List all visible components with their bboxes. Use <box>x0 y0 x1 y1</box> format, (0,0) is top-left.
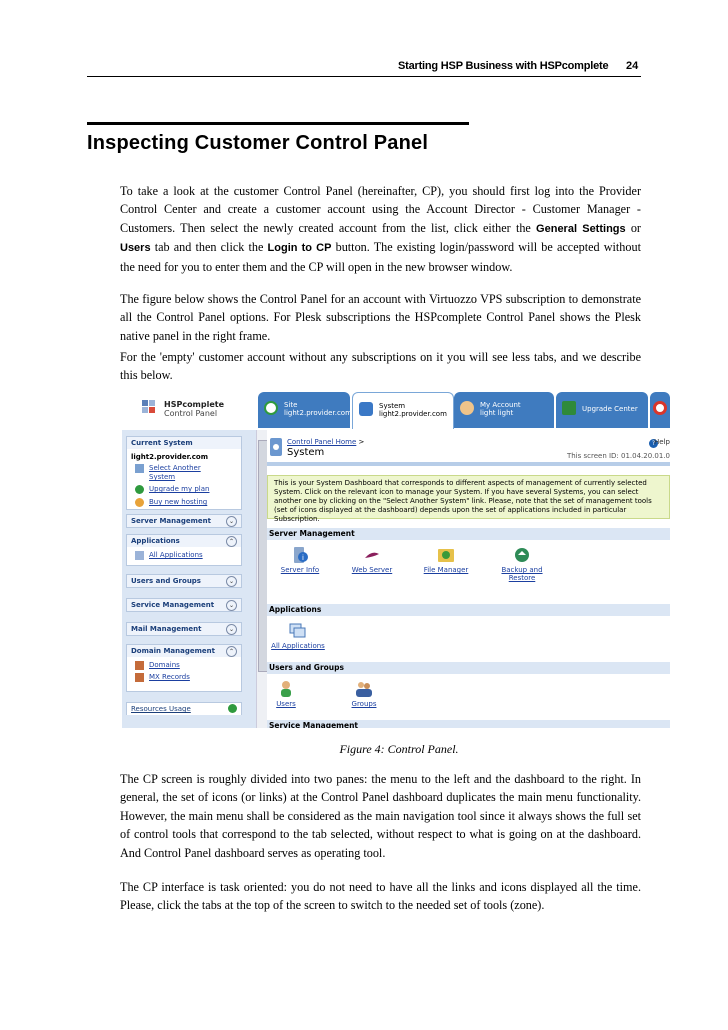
tab-site[interactable] <box>258 392 350 428</box>
tab-system-label: System <box>379 402 406 410</box>
tab-my-account-label: My Account <box>480 401 521 409</box>
section-service-management: Service Management <box>267 720 670 728</box>
service-management-label: Service Management <box>131 601 215 609</box>
chevron-up-icon[interactable]: ⌃ <box>226 536 237 547</box>
section-users-groups: Users and Groups <box>267 662 670 674</box>
mail-management-label: Mail Management <box>131 625 202 633</box>
select-another-line1: Select Another <box>149 464 201 472</box>
all-applications-label: All Applications <box>149 551 203 559</box>
domains-icon <box>135 661 144 670</box>
cp-left-menu <box>122 430 256 728</box>
tab-upgrade-center-label: Upgrade Center <box>582 405 638 413</box>
restore-label: Restore <box>508 574 536 582</box>
groups-link[interactable] <box>329 680 399 708</box>
web-server-link[interactable] <box>337 546 407 574</box>
para1-text-2: or <box>625 220 641 235</box>
para1-text-4: button. The existing login/password will be accepted without the need for you to enter them and the CP will open in the new browser window. <box>120 240 641 274</box>
para1-text-3: tab and then click the <box>150 240 268 255</box>
users-groups-heading[interactable] <box>127 575 241 587</box>
page-number: 24 <box>626 60 639 72</box>
backup-label: Backup and <box>501 566 543 574</box>
all-applications-dashboard-link[interactable] <box>263 622 333 650</box>
applications-label: Applications <box>131 537 180 545</box>
screen-id: This screen ID: 01.04.20.01.0 <box>566 452 670 460</box>
all-applications-link[interactable] <box>127 551 241 560</box>
header-rule <box>87 76 641 77</box>
paragraph-empty-account: For the 'empty' customer account without any subscriptions on it you will see less tabs, and we describe this below. <box>120 350 641 383</box>
system-icon <box>135 464 144 473</box>
logo-mark-icon <box>142 400 156 414</box>
group-icon <box>355 680 373 698</box>
breadcrumb-separator: > <box>358 438 365 446</box>
mx-records-link[interactable] <box>127 673 241 682</box>
tab-my-account-user: light light <box>480 409 514 417</box>
user-icon <box>277 680 295 698</box>
lifebuoy-icon <box>653 401 667 415</box>
current-system-heading: Current System <box>127 437 241 449</box>
server-info-label: Server Info <box>280 566 320 574</box>
groups-label: Groups <box>351 700 377 708</box>
feather-icon <box>363 546 381 564</box>
tab-system-host: light2.provider.com <box>379 410 447 418</box>
upgrade-plan-icon <box>135 485 144 494</box>
chevron-down-icon[interactable]: ⌄ <box>226 600 237 611</box>
tab-my-account[interactable] <box>454 392 554 428</box>
dashboard-info-box: This is your System Dashboard that corresponds to different aspects of management of currently selected System. Click on the relevant icon to manage your System. If you have several Systems, you can select another one by clicking on the "Select Another System" link. Please, note that the set of management tools (set of icons displayed at the dashboard) depends upon the set of applications included in particular Subscription. <box>267 475 670 519</box>
chevron-down-icon[interactable]: ⌄ <box>226 516 237 527</box>
current-system-block <box>126 436 242 510</box>
term-users: Users <box>120 242 151 255</box>
service-management-heading[interactable] <box>127 599 241 611</box>
logo-line-2: Control Panel <box>164 409 218 418</box>
windows-icon <box>289 622 307 640</box>
para1-text-1: To take a look at the customer Control Panel (hereinafter, CP), you should first log into the Provider Control Center and create a customer account using the Account Director - Customer Manager - Customers. Then select the newly created account from the list, click either the <box>120 184 641 235</box>
resources-usage-link[interactable] <box>127 703 241 715</box>
term-general-settings: General Settings <box>536 222 626 235</box>
resources-usage-block[interactable] <box>126 702 242 715</box>
system-gear-icon <box>269 436 283 458</box>
file-manager-link[interactable] <box>411 546 481 574</box>
select-another-system-link[interactable] <box>127 464 241 482</box>
paragraph-figure-intro: The figure below shows the Control Panel for an account with Virtuozzo VPS subscription to demonstrate all the Control Panel options. For Plesk subscriptions the HSPcomplete Control Panel shows the Plesk native panel in the right frame. <box>120 292 641 343</box>
buy-hosting-icon <box>135 498 144 507</box>
paragraph-panes: The CP screen is roughly divided into two panes: the menu to the left and the dashboard to the right. In general, the set of icons (or links) at the Control Panel dashboard duplicates the main menu functionality. However, the main menu shall be considered as the main navigation tool since it always shows the full set of control tools that correspond to the tab selected, without respect to what is going on at the dashboard. And Control Panel dashboard serves as operating tool. <box>120 772 641 860</box>
tab-help[interactable] <box>650 392 670 428</box>
select-another-line2: System <box>149 473 176 481</box>
domains-label: Domains <box>149 661 180 669</box>
service-management-block[interactable] <box>126 598 242 612</box>
domain-management-heading[interactable] <box>127 645 241 657</box>
help-icon[interactable]: ? <box>649 439 658 448</box>
server-management-label: Server Management <box>131 517 211 525</box>
server-info-icon <box>291 546 309 564</box>
domain-management-label: Domain Management <box>131 647 215 655</box>
page-title: System <box>287 447 325 458</box>
hspcomplete-logo <box>142 398 252 424</box>
breadcrumb-home-link[interactable]: Control Panel Home <box>287 438 357 446</box>
tab-site-host: light2.provider.com <box>284 409 352 417</box>
upgrade-plan-link[interactable] <box>127 485 241 494</box>
server-info-link[interactable] <box>265 546 335 574</box>
term-login-to-cp: Login to CP <box>267 242 332 255</box>
tab-system[interactable] <box>352 392 454 429</box>
applications-icon <box>135 551 144 560</box>
mx-records-icon <box>135 673 144 682</box>
tab-upgrade-center[interactable] <box>556 392 648 428</box>
cp-tab-bar <box>122 388 670 430</box>
users-groups-label: Users and Groups <box>131 577 201 585</box>
domains-link[interactable] <box>127 661 241 670</box>
section-applications: Applications <box>267 604 670 616</box>
resources-usage-label: Resources Usage <box>131 705 191 713</box>
backup-icon <box>513 546 531 564</box>
domain-management-block <box>126 644 242 692</box>
section-title: Inspecting Customer Control Panel <box>87 132 429 154</box>
all-applications-dashboard-label: All Applications <box>271 642 325 650</box>
upgrade-icon <box>562 401 576 415</box>
chevron-down-icon[interactable]: ⌄ <box>226 576 237 587</box>
user-icon <box>460 401 474 415</box>
globe-icon <box>264 401 278 415</box>
server-management-heading[interactable] <box>127 515 241 527</box>
buy-hosting-label: Buy new hosting <box>149 498 208 506</box>
control-panel-figure <box>122 388 670 728</box>
users-link[interactable] <box>251 680 321 708</box>
backup-restore-link[interactable] <box>487 546 557 582</box>
applications-block <box>126 534 242 566</box>
tab-site-label: Site <box>284 401 298 409</box>
applications-heading[interactable] <box>127 535 241 547</box>
mail-management-heading[interactable] <box>127 623 241 635</box>
svg-text:i: i <box>302 554 304 562</box>
buy-hosting-link[interactable] <box>127 498 241 507</box>
help-link[interactable]: Help <box>654 438 670 446</box>
logo-line-1: HSPcomplete <box>164 400 225 409</box>
upgrade-plan-label: Upgrade my plan <box>149 485 210 493</box>
file-manager-label: File Manager <box>423 566 469 574</box>
paragraph-intro <box>120 182 641 276</box>
breadcrumb <box>287 438 364 446</box>
figure-caption: Figure 4: Control Panel. <box>339 742 459 756</box>
server-management-block[interactable] <box>126 514 242 528</box>
running-header: Starting HSP Business with HSPcomplete <box>398 60 609 72</box>
folder-icon <box>437 546 455 564</box>
users-groups-block[interactable] <box>126 574 242 588</box>
title-divider <box>267 462 670 466</box>
section-server-management: Server Management <box>267 528 670 540</box>
current-system-value: light2.provider.com <box>131 453 209 461</box>
mx-records-label: MX Records <box>149 673 190 681</box>
web-server-label: Web Server <box>351 566 393 574</box>
paragraph-task-oriented: The CP interface is task oriented: you do not need to have all the links and icons displayed all the time. Please, click the tabs at the top of the screen to switch to the needed set of tools (zone). <box>120 880 641 913</box>
gears-icon <box>359 402 373 416</box>
users-label: Users <box>276 700 296 708</box>
refresh-icon[interactable] <box>228 704 237 713</box>
mail-management-block[interactable] <box>126 622 242 636</box>
title-rule <box>87 122 469 125</box>
cp-dashboard <box>267 430 670 728</box>
chevron-up-icon[interactable]: ⌃ <box>226 646 237 657</box>
chevron-down-icon[interactable]: ⌄ <box>226 624 237 635</box>
